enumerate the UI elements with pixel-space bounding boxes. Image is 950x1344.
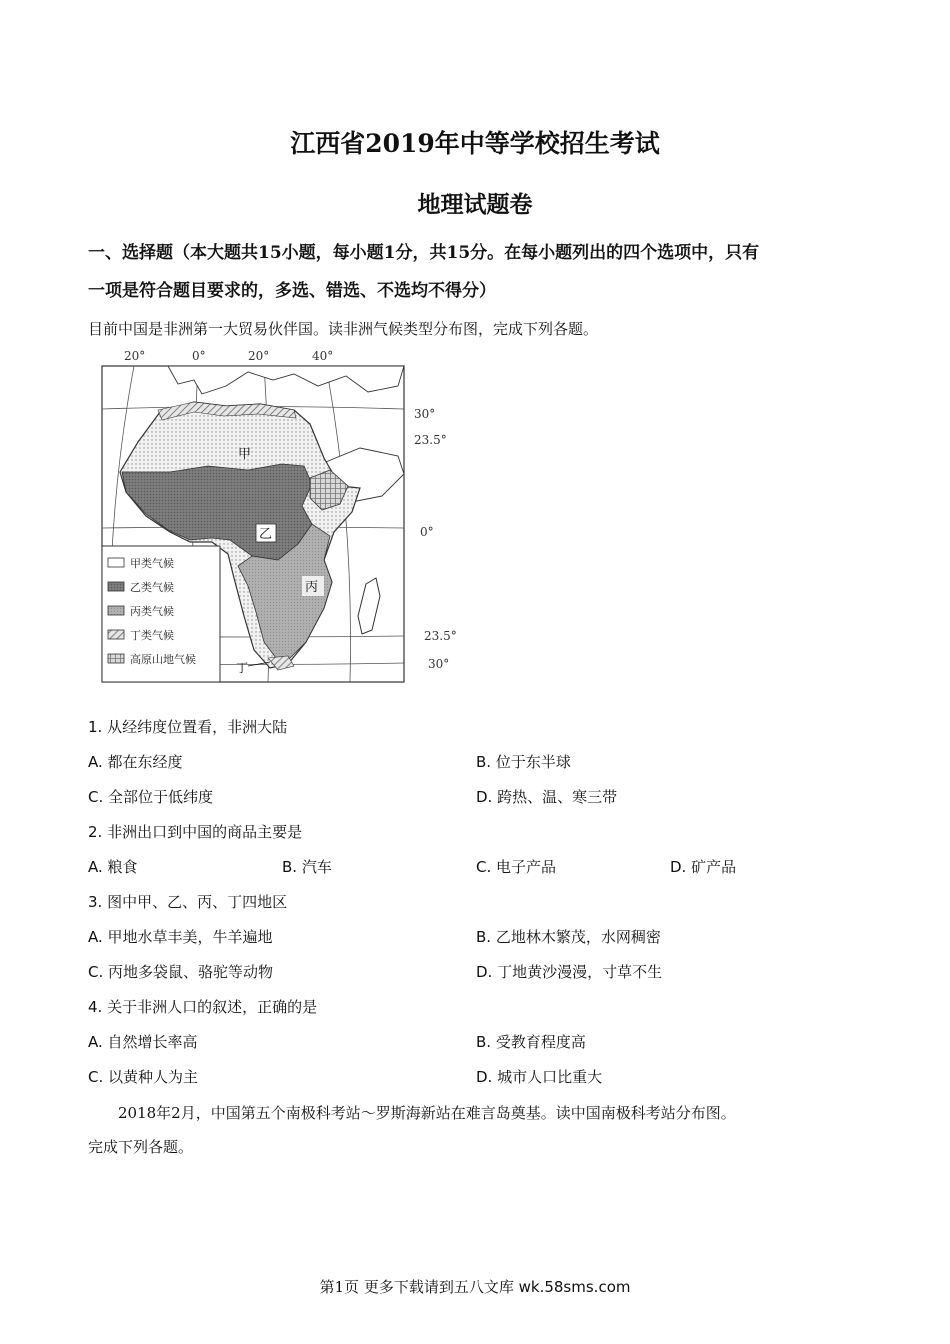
legend-jia: 甲类气候 [130, 557, 174, 570]
region-label-jia: 甲 [238, 447, 252, 462]
section-heading-line2: 一项是符合题目要求的，多选、错选、不选均不得分） [88, 281, 496, 301]
question-4-option-a: A. 自然增长率高 [88, 1033, 198, 1051]
lon-label-20e: 20° [248, 349, 270, 363]
lon-label-40e: 40° [312, 349, 334, 363]
question-4-stem: 4. 关于非洲人口的叙述，正确的是 [88, 998, 318, 1016]
question-2-stem: 2. 非洲出口到中国的商品主要是 [88, 823, 303, 841]
question-4-option-d: D. 城市人口比重大 [476, 1068, 603, 1086]
question-1-stem: 1. 从经纬度位置看，非洲大陆 [88, 718, 288, 736]
africa-climate-map [98, 346, 468, 686]
footer-site-link[interactable]: wk.58sms.com [518, 1278, 631, 1296]
question-1-option-b: B. 位于东半球 [476, 753, 571, 771]
question-4-option-b: B. 受教育程度高 [476, 1033, 586, 1051]
lat-label-30n: 30° [414, 407, 436, 421]
question-4-option-c: C. 以黄种人为主 [88, 1068, 199, 1086]
legend-ding: 丁类气候 [130, 629, 174, 642]
region-label-yi: 乙 [259, 527, 273, 542]
question-3-option-a: A. 甲地水草丰美，牛羊遍地 [88, 928, 273, 946]
question-3-option-c: C. 丙地多袋鼠、骆驼等动物 [88, 963, 274, 981]
exam-title: 江西省2019年中等学校招生考试 [290, 129, 660, 158]
section-heading-line1: 一、选择题（本大题共15小题，每小题1分，共15分。在每小题列出的四个选项中，只有 [88, 243, 760, 263]
lon-label-0: 0° [192, 349, 206, 363]
question-2-option-c: C. 电子产品 [476, 858, 557, 876]
question-2-option-d: D. 矿产品 [670, 858, 737, 876]
map-legend [102, 546, 220, 682]
region-label-ding: 丁 [236, 661, 249, 675]
question-1-option-c: C. 全部位于低纬度 [88, 788, 214, 806]
intro-text: 目前中国是非洲第一大贸易伙伴国。读非洲气候类型分布图，完成下列各题。 [88, 320, 599, 338]
legend-highland: 高原山地气候 [130, 653, 196, 666]
lon-label-20w: 20° [124, 349, 146, 363]
question-1-option-d: D. 跨热、温、寒三带 [476, 788, 618, 806]
lat-label-0: 0° [420, 525, 434, 539]
question-3-option-d: D. 丁地黄沙漫漫，寸草不生 [476, 963, 663, 981]
lat-label-23s: 23.5° [424, 629, 457, 643]
exam-subtitle: 地理试题卷 [417, 191, 533, 218]
footer-text: 第1页 更多下载请到五八文库 [319, 1278, 514, 1296]
lat-label-30s: 30° [428, 657, 450, 671]
legend-bing: 丙类气候 [130, 605, 174, 618]
page-footer [0, 1276, 950, 1297]
region-label-bing: 丙 [305, 580, 319, 595]
question-3-stem: 3. 图中甲、乙、丙、丁四地区 [88, 893, 288, 911]
paragraph-2-line-1: 2018年2月，中国第五个南极科考站～罗斯海新站在难言岛奠基。读中国南极科考站分布图。 [118, 1104, 736, 1122]
question-1-option-a: A. 都在东经度 [88, 753, 183, 771]
question-3-option-b: B. 乙地林木繁茂，水网稠密 [476, 928, 661, 946]
lat-label-23n: 23.5° [414, 433, 447, 447]
question-2-option-b: B. 汽车 [282, 858, 332, 876]
paragraph-2-line-2: 完成下列各题。 [88, 1138, 194, 1156]
question-2-option-a: A. 粮食 [88, 858, 138, 876]
legend-yi: 乙类气候 [130, 581, 174, 594]
